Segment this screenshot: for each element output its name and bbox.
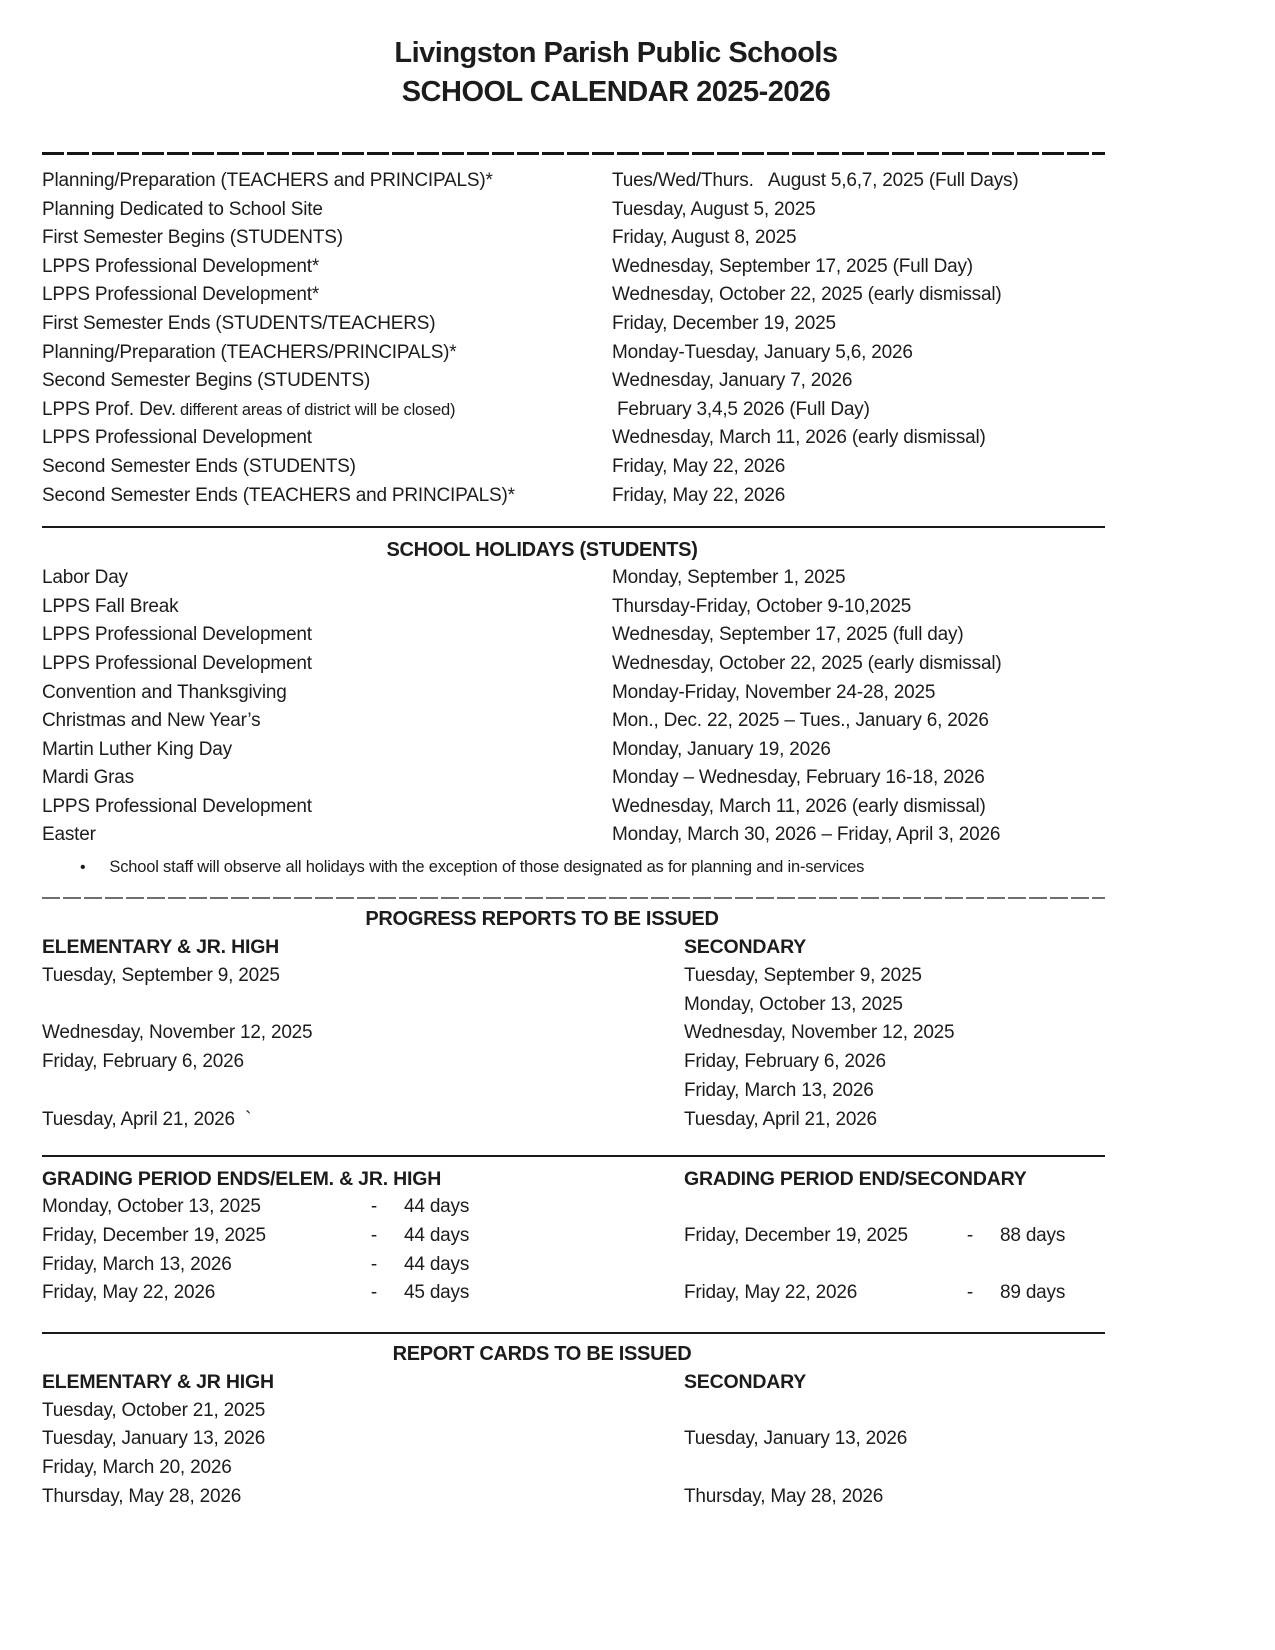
school-name: Livingston Parish Public Schools [394,37,838,69]
secondary-date: Wednesday, November 12, 2025 [684,1022,955,1044]
grading-elem-days: 44 days [404,1196,470,1218]
table-row [42,650,1275,679]
table-row [42,764,1275,793]
secondary-date [684,1397,1275,1426]
secondary-header: SECONDARY [684,1370,807,1393]
elem-date: Friday, March 20, 2026 [42,1457,232,1479]
grading-secondary-days: 89 days [1000,1282,1066,1304]
grading-elem-days: 45 days [404,1282,470,1304]
holiday-label: LPPS Professional Development [42,652,312,674]
event-label [42,396,612,425]
event-label: LPPS Professional Development* [42,284,320,306]
table-row [42,1048,1275,1077]
grading-period-column-headers [42,1165,1275,1194]
elem-date: Tuesday, October 21, 2025 [42,1399,266,1421]
event-date: Monday-Tuesday, January 5,6, 2026 [612,341,913,363]
grading-elem-days: 44 days [404,1225,470,1247]
table-row [42,310,1275,339]
secondary-date: Tuesday, January 13, 2026 [684,1428,908,1450]
grading-secondary-date: Friday, May 22, 2026 [684,1282,858,1304]
event-date: Friday, December 19, 2025 [612,312,836,334]
divider [42,526,1105,528]
elem-date: Tuesday, April 21, 2026 ` [42,1108,252,1130]
holidays-section [42,564,1275,850]
grading-elem-days: 44 days [404,1253,470,1275]
event-date: Wednesday, October 22, 2025 (early dismissal) [612,284,1002,306]
event-label: First Semester Begins (STUDENTS) [42,227,343,249]
event-label-main: LPPS Prof. Dev. [42,398,176,420]
table-row [42,167,1275,196]
holiday-label: LPPS Professional Development [42,624,312,646]
event-date: Wednesday, September 17, 2025 (Full Day) [612,255,973,277]
table-row [42,564,1275,593]
grading-elem-date: Monday, October 13, 2025 [42,1196,261,1218]
table-row [42,991,1275,1020]
holidays-note [80,856,1275,879]
elem-date [42,991,684,1020]
secondary-date: Thursday, May 28, 2026 [684,1486,884,1507]
table-row [42,1454,1275,1483]
holiday-date: Mon., Dec. 22, 2025 – Tues., January 6, 2026 [612,710,989,732]
grading-secondary-date [684,1251,940,1280]
event-label: Second Semester Begins (STUDENTS) [42,370,371,392]
table-row [42,793,1275,822]
elem-date: Tuesday, January 13, 2026 [42,1428,266,1450]
event-date: Tues/Wed/Thurs. August 5,6,7, 2025 (Full Days) [612,170,1019,191]
event-label: Planning/Preparation (TEACHERS and PRINCIPALS)* [42,170,493,191]
table-row [42,1019,1275,1048]
holidays-heading: SCHOOL HOLIDAYS (STUDENTS) [386,539,698,562]
table-row [42,196,1275,225]
table-row [42,1193,1275,1222]
elem-date: Wednesday, November 12, 2025 [42,1022,313,1044]
holiday-date: Monday, January 19, 2026 [612,738,831,760]
event-date: Friday, May 22, 2026 [612,455,786,477]
elem-date: Thursday, May 28, 2026 [42,1486,242,1507]
grading-secondary-date [684,1193,940,1222]
report-cards-heading: REPORT CARDS TO BE ISSUED [392,1342,692,1365]
event-label: LPPS Professional Development* [42,255,320,277]
grading-elem-header: GRADING PERIOD ENDS/ELEM. & JR. HIGH [42,1167,442,1190]
table-row [42,1397,1275,1426]
holiday-date: Monday, March 30, 2026 – Friday, April 3, 2026 [612,824,1001,846]
grading-secondary-date: Friday, December 19, 2025 [684,1225,908,1247]
dash [940,1251,1000,1280]
holiday-label: Martin Luther King Day [42,738,232,760]
dash: - [370,1225,378,1247]
table-row [42,1483,1275,1512]
elem-date: Tuesday, September 9, 2025 [42,964,280,986]
title-block [42,34,1190,112]
event-label: Planning/Preparation (TEACHERS/PRINCIPALS)* [42,341,457,363]
holiday-label: Christmas and New Year’s [42,710,261,732]
progress-reports-column-headers [42,933,1275,962]
grading-secondary-days [1000,1251,1275,1280]
page-title: SCHOOL CALENDAR 2025-2026 [401,76,831,108]
table-row [42,1106,1275,1135]
event-label: Planning Dedicated to School Site [42,198,323,220]
dash: - [370,1196,378,1218]
event-label: Second Semester Ends (STUDENTS) [42,455,356,477]
table-row [42,736,1275,765]
secondary-date: Friday, March 13, 2026 [684,1080,874,1102]
divider [42,897,1105,899]
holiday-date: Monday, September 1, 2025 [612,567,846,589]
table-row [42,679,1275,708]
holiday-date: Wednesday, September 17, 2025 (full day) [612,624,964,646]
grading-secondary-days: 88 days [1000,1225,1066,1247]
grading-elem-date: Friday, May 22, 2026 [42,1282,216,1304]
grading-elem-date: Friday, December 19, 2025 [42,1225,266,1247]
holiday-label: LPPS Professional Development [42,795,312,817]
dash [940,1193,1000,1222]
bullet-icon: • [80,859,86,877]
table-row [42,424,1275,453]
elementary-jr-high-header: ELEMENTARY & JR HIGH [42,1370,274,1393]
table-row [42,396,1275,425]
event-date: Tuesday, August 5, 2025 [612,198,816,220]
progress-reports-section [42,962,1275,1135]
key-dates-section [42,167,1275,510]
holiday-label: Convention and Thanksgiving [42,681,287,703]
holiday-label: Easter [42,824,96,846]
table-row [42,339,1275,368]
table-row [42,593,1275,622]
table-row [42,1077,1275,1106]
event-date: February 3,4,5 2026 (Full Day) [617,398,870,420]
table-row [42,253,1275,282]
elementary-jr-high-header: ELEMENTARY & JR. HIGH [42,936,280,959]
table-row [42,821,1275,850]
event-date: Friday, August 8, 2025 [612,227,797,249]
table-row [42,621,1275,650]
report-cards-column-headers [42,1368,1275,1397]
event-label: LPPS Professional Development [42,427,312,449]
event-date: Wednesday, March 11, 2026 (early dismissal) [612,427,986,449]
grading-period-section [42,1193,1275,1307]
holiday-date: Wednesday, March 11, 2026 (early dismissal) [612,795,986,817]
progress-reports-heading: PROGRESS REPORTS TO BE ISSUED [365,908,719,931]
secondary-date: Monday, October 13, 2025 [684,993,903,1015]
holiday-date: Monday-Friday, November 24-28, 2025 [612,681,936,703]
divider [42,1155,1105,1157]
holiday-date: Wednesday, October 22, 2025 (early dismissal) [612,652,1002,674]
holiday-label: LPPS Fall Break [42,595,179,617]
grading-elem-date: Friday, March 13, 2026 [42,1253,232,1275]
holiday-label: Labor Day [42,567,128,589]
event-date: Friday, May 22, 2026 [612,484,786,506]
event-label: First Semester Ends (STUDENTS/TEACHERS) [42,312,436,334]
report-cards-section [42,1397,1275,1512]
table-row [42,367,1275,396]
elem-date: Friday, February 6, 2026 [42,1051,244,1073]
secondary-date: Tuesday, September 9, 2025 [684,964,922,986]
divider [42,1332,1105,1334]
table-row [42,453,1275,482]
table-row [42,707,1275,736]
table-row [42,1425,1275,1454]
dash: - [370,1253,378,1275]
dash: - [966,1282,974,1304]
holiday-date: Monday – Wednesday, February 16-18, 2026 [612,767,985,789]
event-label-note: different areas of district will be closed) [179,400,456,419]
grading-secondary-header: GRADING PERIOD END/SECONDARY [684,1167,1027,1190]
event-date: Wednesday, January 7, 2026 [612,370,853,392]
table-row [42,1222,1275,1251]
secondary-date [684,1454,1275,1483]
table-row [42,1251,1275,1280]
table-row [42,1279,1275,1308]
event-label: Second Semester Ends (TEACHERS and PRINCIPALS)* [42,484,515,506]
dash: - [966,1225,974,1247]
table-row [42,281,1275,310]
elem-date [42,1077,684,1106]
holiday-label: Mardi Gras [42,767,134,789]
secondary-date: Tuesday, April 21, 2026 [684,1108,877,1130]
dash: - [370,1282,378,1304]
grading-secondary-days [1000,1193,1275,1222]
secondary-date: Friday, February 6, 2026 [684,1051,886,1073]
divider-underscores [42,152,1105,155]
table-row [42,482,1275,511]
table-row [42,224,1275,253]
secondary-header: SECONDARY [684,936,807,959]
holiday-date: Thursday-Friday, October 9-10,2025 [612,595,912,617]
holidays-note-text: School staff will observe all holidays with the exception of those designated as for planning and in-services [109,858,865,877]
table-row [42,962,1275,991]
